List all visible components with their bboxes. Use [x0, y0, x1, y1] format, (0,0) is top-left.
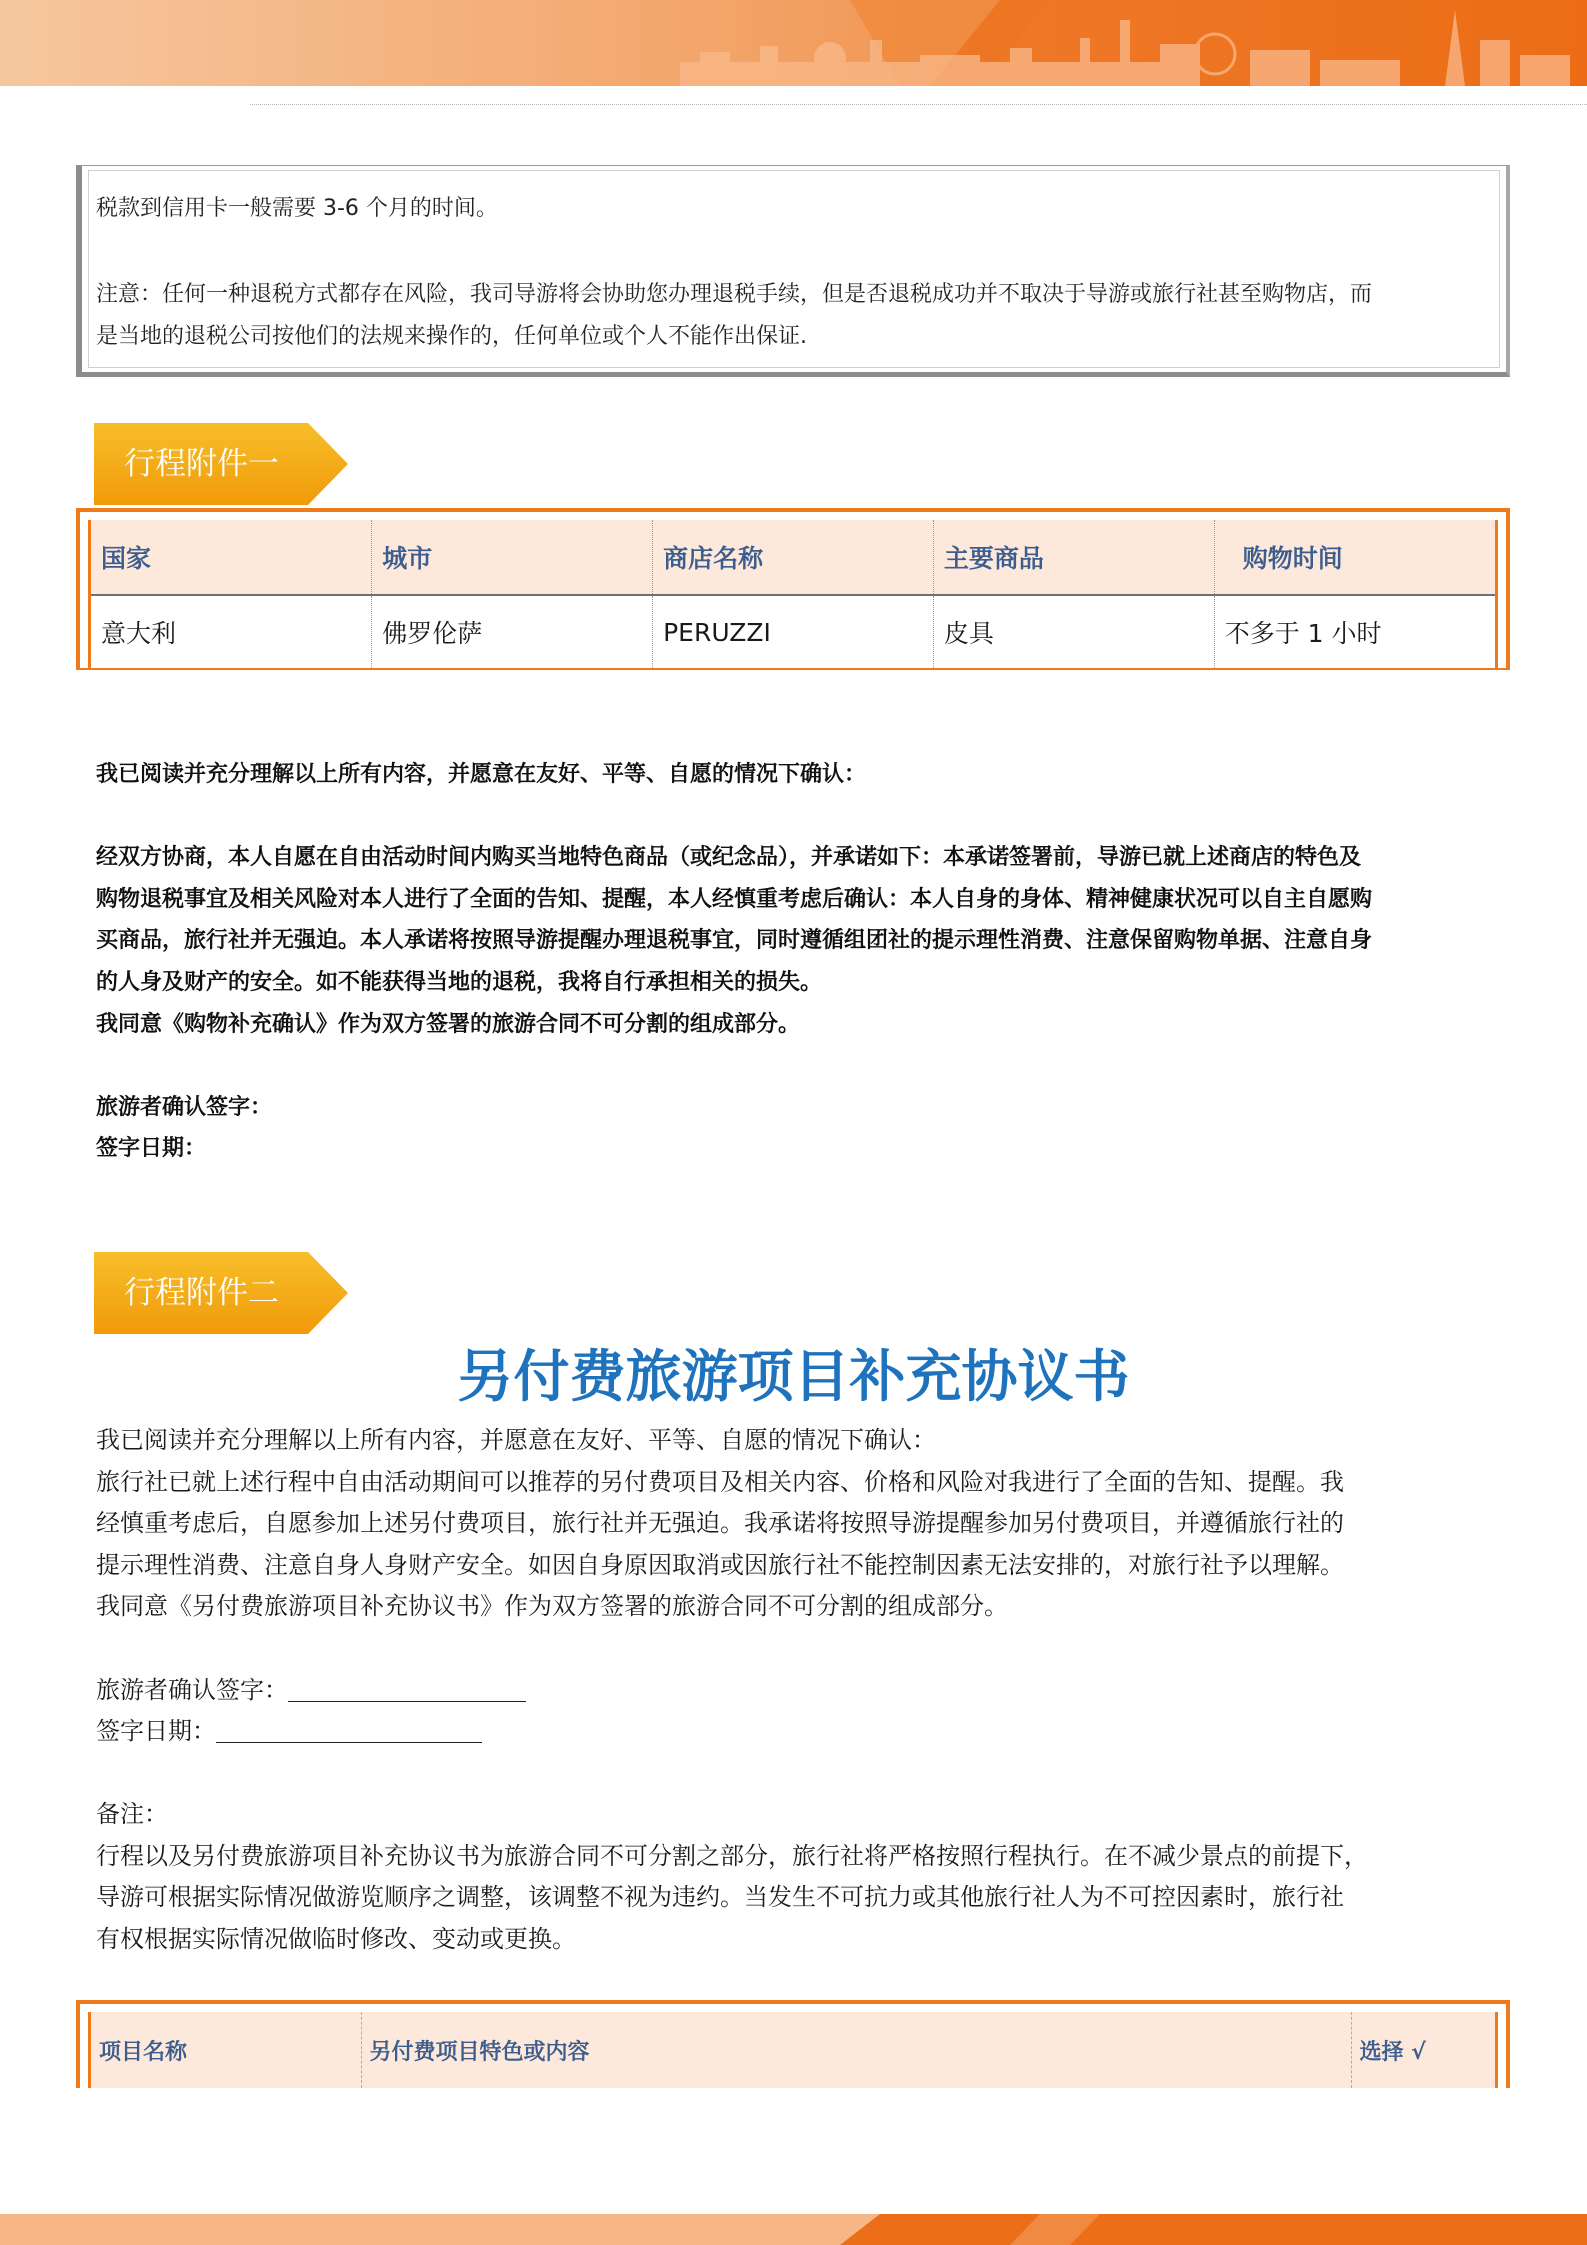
- col-header-country: 国家: [91, 520, 372, 595]
- annex-one-label: 行程附件一: [124, 446, 279, 482]
- col-header-item-name: 项目名称: [91, 2012, 361, 2088]
- header-banner: [0, 0, 1587, 86]
- annex-two-tag: [94, 1252, 350, 1334]
- cell-shop-name: PERUZZI: [653, 595, 934, 668]
- agreement-paragraph-line: 旅行社已就上述行程中自由活动期间可以推荐的另付费项目及相关内容、价格和风险对我进行了全面的告知、提醒。我: [96, 1468, 1344, 1496]
- shopping-agreement-line: 我同意《购物补充确认》作为双方签署的旅游合同不可分割的组成部分。: [96, 1012, 801, 1037]
- table-header-row: [91, 520, 1495, 595]
- note-line: 行程以及另付费旅游项目补充协议书为旅游合同不可分割之部分，旅行社将严格按照行程执行。在不减少景点的前提下，: [96, 1842, 1368, 1870]
- agreement-intro: 我已阅读并充分理解以上所有内容，并愿意在友好、平等、自愿的情况下确认：: [96, 1426, 936, 1454]
- skyline-banner-graphic: [0, 0, 1587, 86]
- cell-city: 佛罗伦萨: [372, 595, 653, 668]
- note-label: 备注：: [96, 1800, 168, 1828]
- note-line: 导游可根据实际情况做游览顺序之调整，该调整不视为违约。当发生不可抗力或其他旅行社人为不可控因素时，旅行社: [96, 1883, 1344, 1911]
- col-header-city: 城市: [372, 520, 653, 595]
- table-row: [91, 595, 1495, 668]
- date-line[interactable]: [216, 1714, 482, 1743]
- agreement-signature-label: 旅游者确认签字：: [96, 1676, 288, 1704]
- cell-country: 意大利: [91, 595, 372, 668]
- tax-notice-line: 税款到信用卡一般需要 3-6 个月的时间。: [96, 196, 498, 221]
- shopping-signature-label: 旅游者确认签字：: [96, 1095, 273, 1120]
- annex-two-label: 行程附件二: [124, 1275, 279, 1311]
- agreement-paragraph-line: 经慎重考虑后，自愿参加上述另付费项目，旅行社并无强迫。我承诺将按照导游提醒参加另付费项目，并遵循旅行社的: [96, 1509, 1344, 1537]
- col-header-item-content: 另付费项目特色或内容: [361, 2012, 1351, 2088]
- shopping-paragraph-line: 的人身及财产的安全。如不能获得当地的退税，我将自行承担相关的损失。: [96, 970, 823, 995]
- shopping-paragraph-line: 购物退税事宜及相关风险对本人进行了全面的告知、提醒，本人经慎重考虑后确认：本人自身的身体、精神健康状况可以自主自愿购: [96, 887, 1373, 912]
- shopping-date-label: 签字日期：: [96, 1136, 207, 1161]
- agreement-date-label: 签字日期：: [96, 1717, 216, 1745]
- col-header-shop-name: 商店名称: [653, 520, 934, 595]
- shopping-paragraph-line: 经双方协商，本人自愿在自由活动时间内购买当地特色商品（或纪念品），并承诺如下：本承诺签署前，导游已就上述商店的特色及: [96, 845, 1362, 870]
- note-line: 有权根据实际情况做临时修改、变动或更换。: [96, 1925, 576, 1953]
- cell-main-goods: 皮具: [933, 595, 1214, 668]
- shop-table: [76, 508, 1510, 670]
- col-header-main-goods: 主要商品: [933, 520, 1214, 595]
- tax-notice-line: 注意：任何一种退税方式都存在风险，我司导游将会协助您办理退税手续，但是否退税成功并不取决于导游或旅行社甚至购物店，而: [96, 282, 1373, 307]
- agreement-consent-line: 我同意《另付费旅游项目补充协议书》作为双方签署的旅游合同不可分割的组成部分。: [96, 1592, 1008, 1620]
- optional-items-table: [76, 2000, 1510, 2088]
- tax-notice-line: 是当地的退税公司按他们的法规来操作的，任何单位或个人不能作出保证.: [96, 324, 807, 349]
- shopping-intro: 我已阅读并充分理解以上所有内容，并愿意在友好、平等、自愿的情况下确认：: [96, 762, 867, 787]
- col-header-shopping-time: 购物时间: [1214, 520, 1495, 595]
- col-header-select: 选择 √: [1359, 2039, 1426, 2065]
- header-dotted-rule: [250, 104, 1587, 105]
- signature-line[interactable]: [288, 1673, 526, 1702]
- table-header-row: [91, 2012, 1495, 2088]
- shopping-paragraph-line: 买商品，旅行社并无强迫。本人承诺将按照导游提醒办理退税事宜，同时遵循组团社的提示理性消费、注意保留购物单据、注意自身: [96, 928, 1373, 953]
- agreement-paragraph-line: 提示理性消费、注意自身人身财产安全。如因自身原因取消或因旅行社不能控制因素无法安排的，对旅行社予以理解。: [96, 1551, 1344, 1579]
- footer-bar: [0, 2214, 1587, 2245]
- agreement-signature-row: [96, 1669, 1501, 1711]
- agreement-title: 另付费旅游项目补充协议书: [457, 1345, 1130, 1410]
- agreement-date-row: [96, 1710, 1501, 1752]
- footer-graphic: [0, 2214, 1587, 2245]
- cell-shopping-time: 不多于 1 小时: [1224, 619, 1382, 648]
- annex-one-tag: [94, 423, 350, 505]
